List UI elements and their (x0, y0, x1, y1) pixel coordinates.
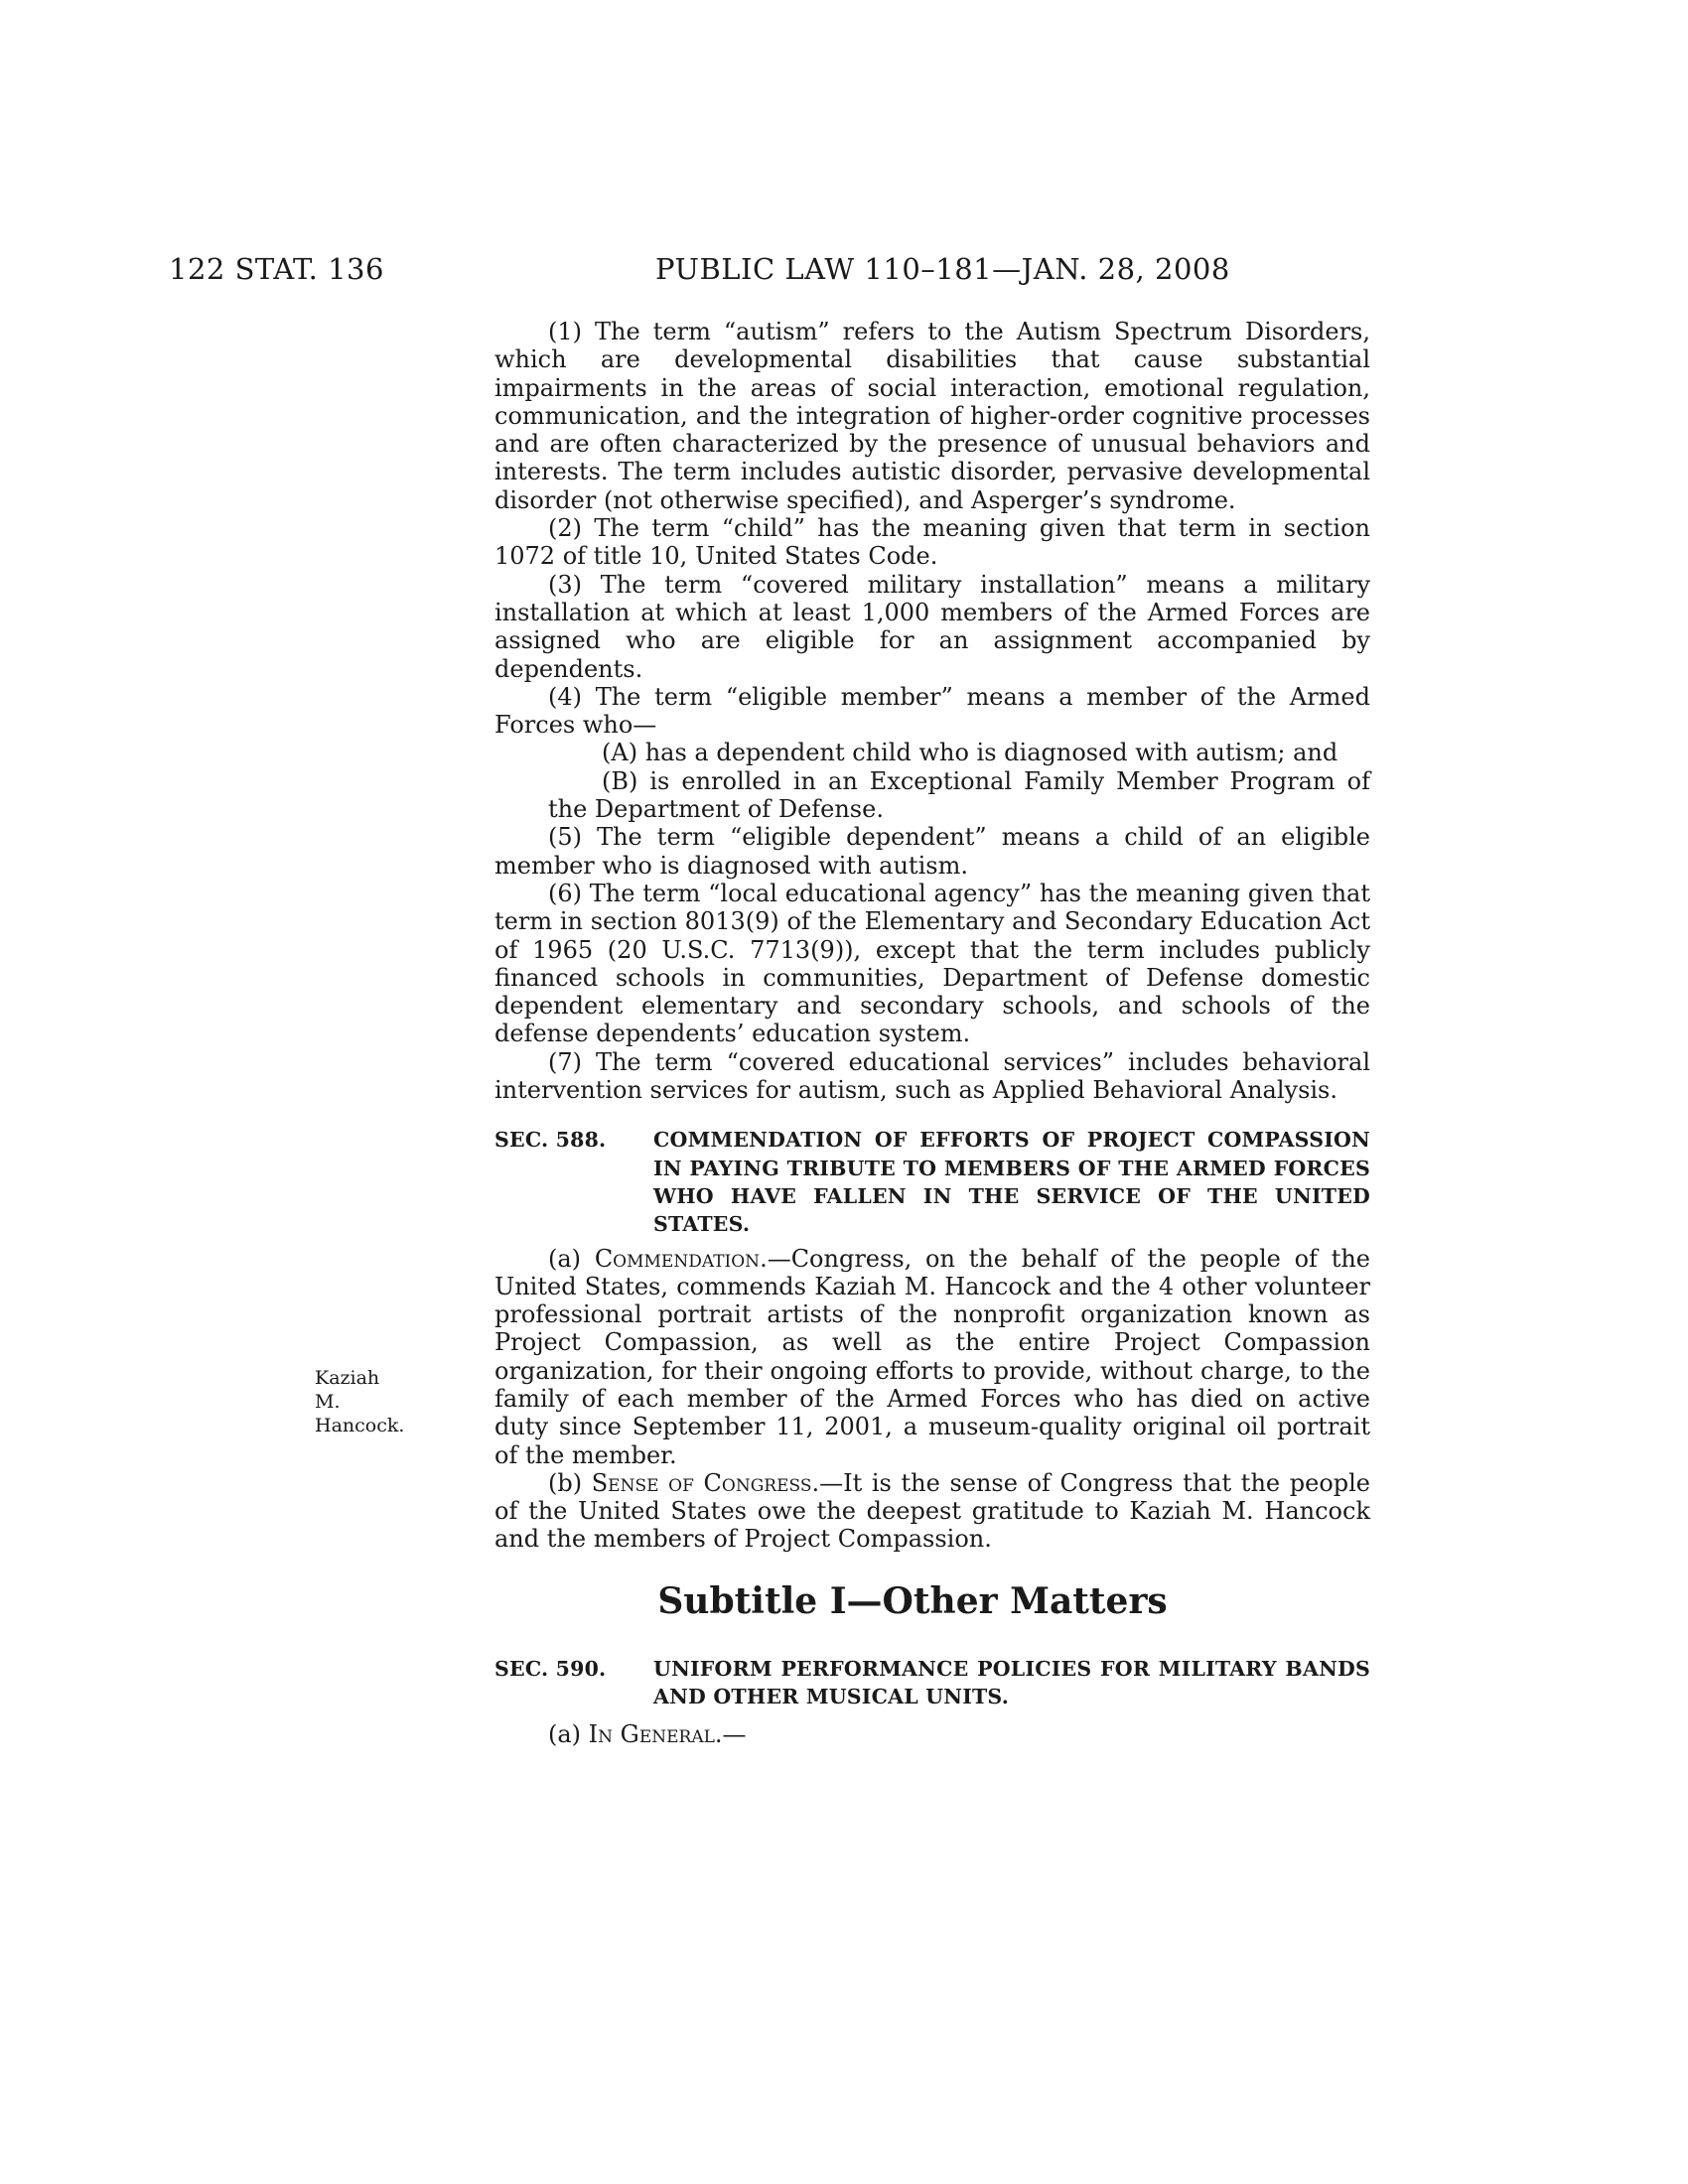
section-590-a-dash: .— (714, 1720, 747, 1749)
subsection-b-text: .—It is the sense of Congress that the people of the United States owe the deepest gratitude to Kaziah M. Hancock and the members of Project Compassion. (494, 1468, 1371, 1554)
definition-4-a: (A) has a dependent child who is diagnosed with autism; and (602, 739, 1338, 767)
definition-5: (5) The term “eligible dependent” means a child of an eligible member who is diagnosed with autism. (494, 823, 1370, 880)
subsection-a-text: .—Congress, on the behalf of the people of the United States, commends Kaziah M. Hancock and the 4 other volunteer professional portrait artists of the nonprofit organization known as Project Compassion, as well as the entire Project Compassion organization, for their ongoing efforts to provide, without charge, to the family of each member of the Armed Forces who has died on active duty since September 11, 2001, a museum-quality original oil portrait of the member. (494, 1244, 1370, 1469)
section-590-number: SEC. 590. (494, 1656, 607, 1681)
subsection-a-label: (a) (548, 1244, 595, 1273)
section-588-heading (494, 1126, 1370, 1238)
section-588-subsection-b (494, 1469, 1370, 1554)
section-588-number: SEC. 588. (494, 1128, 607, 1153)
section-588-title: COMMENDATION OF EFFORTS OF PROJECT COMPASSION IN PAYING TRIBUTE TO MEMBERS OF THE ARMED FORCES WHO HAVE FALLEN IN THE SERVICE OF THE UNITED STATES. (653, 1128, 1370, 1237)
subtitle-heading: Subtitle I—Other Matters (657, 1579, 1168, 1622)
definition-2: (2) The term “child” has the meaning given that term in section 1072 of title 10, United States Code. (494, 514, 1370, 571)
definition-6: (6) The term “local educational agency” has the meaning given that term in section 8013(9) of the Elementary and Secondary Education Act of 1965 (20 U.S.C. 7713(9)), except that the term includes publicly financed schools in communities, Department of Defense domestic dependent elementary and secondary schools, and schools of the defense dependents’ education system. (494, 879, 1370, 1048)
section-590-heading (494, 1655, 1370, 1711)
section-590-a-label: (a) (548, 1720, 589, 1749)
definition-7: (7) The term “covered educational services” includes behavioral intervention services for autism, such as Applied Behavioral Analysis. (494, 1047, 1370, 1105)
page-stat-number: 122 STAT. 136 (169, 252, 384, 286)
definition-3: (3) The term “covered military installation” means a military installation at which at least 1,000 members of the Armed Forces are assigned who are eligible for an assignment accompanied by dependents. (494, 570, 1370, 683)
definition-1: (1) The term “autism” refers to the Autism Spectrum Disorders, which are developmental disabilities that cause substantial impairments in the areas of social interaction, emotional regulation, communication, and the integration of higher-order cognitive processes and are often characterized by the presence of unusual behaviors and interests. The term includes autistic disorder, pervasive developmental disorder (not otherwise specified), and Asperger’s syndrome. (494, 318, 1370, 514)
section-590-title: UNIFORM PERFORMANCE POLICIES FOR MILITARY BANDS AND OTHER MUSICAL UNITS. (653, 1656, 1370, 1709)
document-body (494, 318, 1370, 1749)
section-588-subsection-a (494, 1245, 1370, 1469)
section-590-a-heading: In General (588, 1720, 715, 1749)
margin-note: Kaziah M. Hancock. (315, 1367, 405, 1436)
definition-4: (4) The term “eligible member” means a member of the Armed Forces who— (494, 682, 1370, 740)
subsection-b-heading: Sense of Congress (591, 1468, 812, 1497)
subsection-a-heading: Commendation (594, 1244, 761, 1273)
running-header: PUBLIC LAW 110–181—JAN. 28, 2008 (655, 252, 1230, 286)
definition-4-b: (B) is enrolled in an Exceptional Family Member Program of the Department of Defense. (548, 766, 1370, 824)
subsection-b-label: (b) (548, 1468, 592, 1497)
section-590-subsection-a (494, 1720, 1370, 1748)
